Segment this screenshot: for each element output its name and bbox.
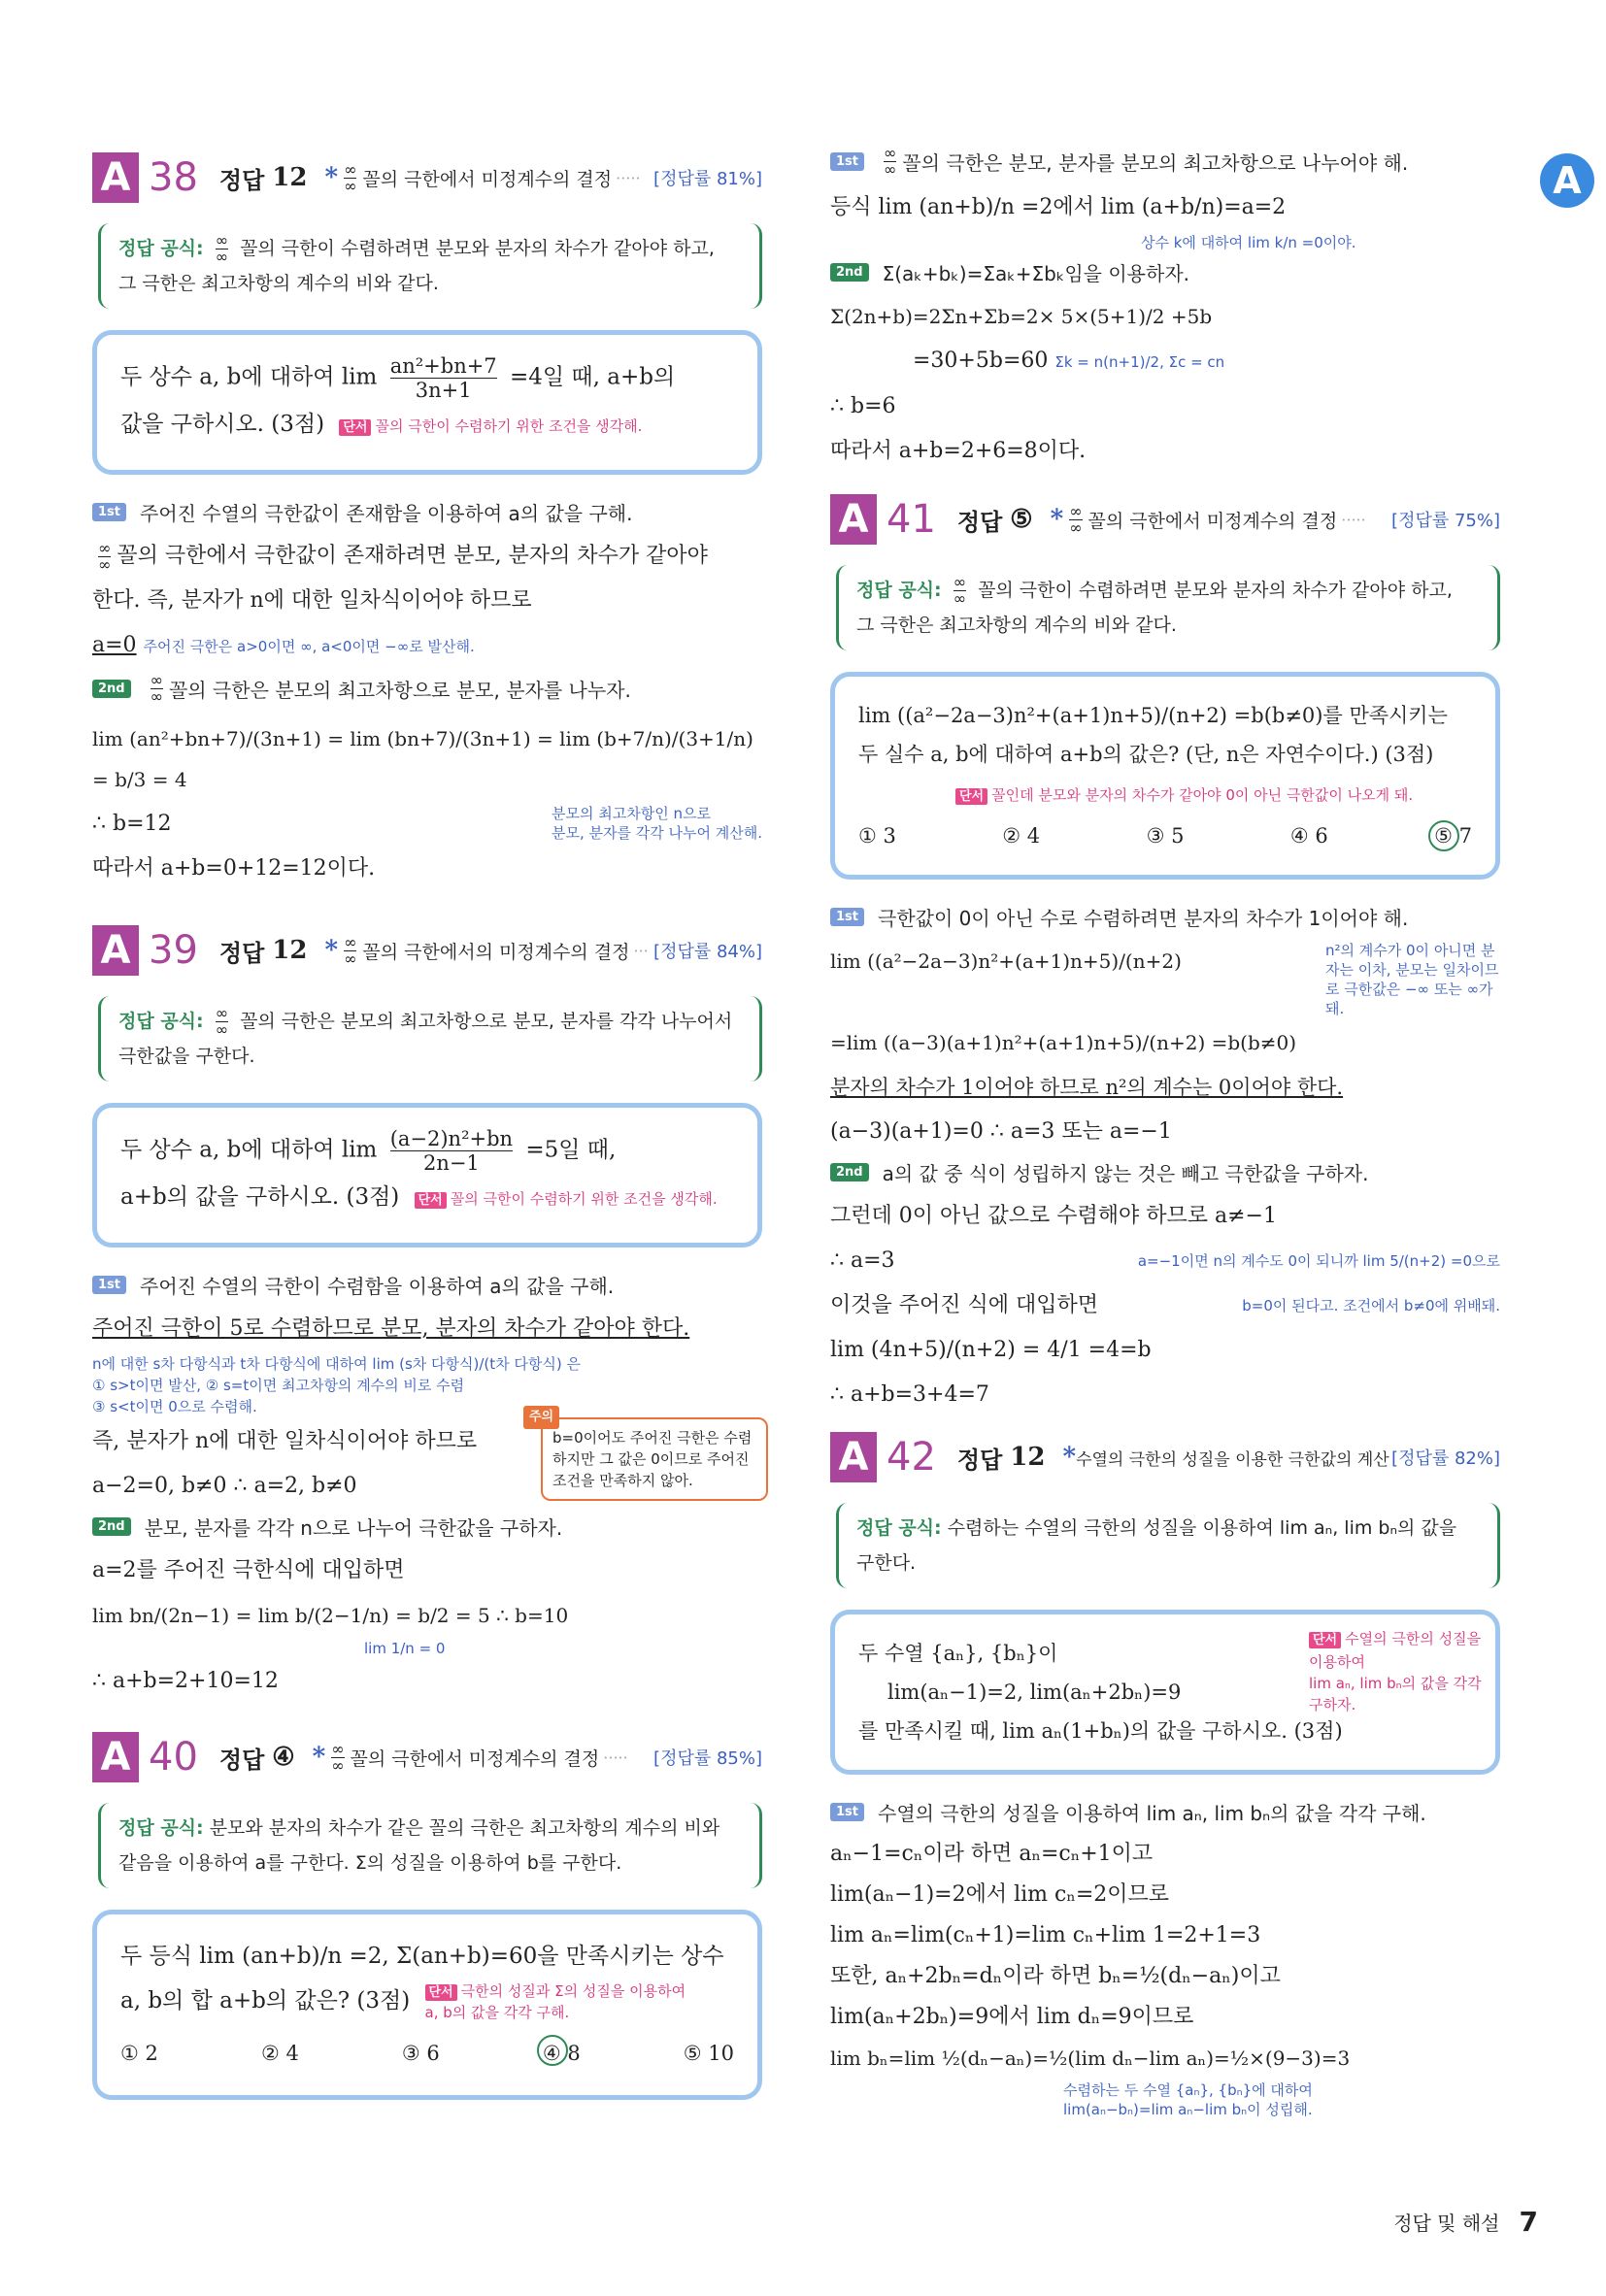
step-text: 극한값이 0이 아닌 수로 수렴하려면 분자의 차수가 1이어야 해. [878,907,1409,930]
step-tag: 2nd [92,680,131,698]
side-note: lim 1/n = 0 [364,1640,446,1657]
problem-41-header [830,487,1500,551]
choice-4[interactable]: ④ 6 [1289,824,1328,848]
leader-dots: ····· [603,1747,628,1767]
answer-value: 12 [272,936,308,965]
math: ∴ a=3 [830,1248,895,1273]
star-icon: * [324,163,339,192]
answer-value: 12 [1010,1443,1046,1472]
solution-line: ∴ b=6 [830,394,896,418]
hint: 단서 꼴의 극한이 수렴하기 위한 조건을 생각해. [415,1177,718,1223]
formula-box [836,565,1500,650]
correct-rate: [정답률 81%] [653,169,762,189]
hint-text: 구하자. [1309,1696,1356,1714]
problem-text: =5일 때, [525,1137,617,1163]
side-note: 주어진 극한은 a>0이면 ∞, a<0이면 −∞로 발산해. [143,638,475,655]
solution-line: $\frac{\infty}{\infty}$ 꼴의 극한에서 극한값이 존재하려면 분모, 분자의 차수가 같아야 [98,538,708,574]
topic: 꼴의 극한에서 미정계수의 결정 [362,168,613,190]
solution-line: 그런데 0이 아닌 값으로 수렴해야 하므로 a≠−1 [830,1204,1277,1228]
problem-number: 42 [887,1435,936,1480]
step-text: 꼴의 극한은 분모의 최고차항으로 분모, 분자를 나누자. [168,679,631,702]
level-badge: A [92,152,139,203]
step-text: 꼴의 극한은 분모, 분자를 분모의 최고차항으로 나누어야 해. [902,151,1409,175]
solution-line: aₙ−1=cₙ이라 하면 aₙ=cₙ+1이고 [830,1842,1154,1866]
side-note: 수렴하는 두 수열 {aₙ}, {bₙ}에 대하여 lim(aₙ−bₙ)=lim aₙ−lim bₙ이 성립해. [1063,2081,1313,2118]
step-2 [830,1158,1500,1186]
infinity-fraction-icon: $\frac{\infty}{\infty}$ [344,932,357,968]
answer-label: 정답 [218,939,265,967]
hint: 단서 꼴인데 분모와 분자의 차수가 같아야 0이 아닌 극한값이 나오게 돼. [955,776,1413,816]
star-icon: * [324,936,339,965]
answer-choices [858,816,1472,855]
formula-title: 정답 공식: [118,238,204,259]
leader-dots: ··· [633,941,649,960]
problem-fraction [390,1127,513,1175]
problem-number: 40 [149,1735,198,1780]
solution-line: ∴ a+b=2+10=12 [92,1669,279,1693]
formula-title: 정답 공식: [856,1517,942,1539]
problem-text: 두 실수 a, b에 대하여 a+b의 값은? (단, n은 자연수이다.) (3점) [858,743,1434,766]
solution-line: 한다. 즉, 분자가 n에 대한 일차식이어야 하므로 [92,588,532,613]
step-tag: 1st [92,503,126,521]
numerator: an²+bn+7 [389,354,497,378]
math: a=0 [92,633,137,657]
correct-rate: [정답률 82%] [1391,1448,1500,1469]
formula-box [98,996,762,1081]
infinity-fraction-icon: $\frac{\infty}{\infty}$ [884,144,897,179]
math: =30+5b=60 [913,349,1049,373]
level-badge: A [830,1432,877,1482]
step-text: 분모, 분자를 각각 n으로 나누어 극한값을 구하자. [144,1516,563,1540]
solution-line: lim (4n+5)/(n+2) = 4/1 =4=b [830,1338,1152,1362]
side-note: a=−1이면 n의 계수도 0이 되니까 lim 5/(n+2) =0으로 [1137,1252,1500,1270]
answer-value: ④ [272,1743,295,1772]
formula-box [98,1803,762,1888]
correct-rate: [정답률 84%] [653,942,762,962]
correct-rate: [정답률 85%] [653,1748,762,1769]
step-text: 수열의 극한의 성질을 이용하여 lim aₙ, lim bₙ의 값을 각각 구해. [878,1802,1426,1825]
choice-3[interactable]: ③ 5 [1146,824,1185,848]
solution-line [92,804,762,845]
star-icon: * [312,1743,326,1772]
solution-line: lim bₙ=lim ½(dₙ−aₙ)=½(lim dₙ−lim aₙ)=½×(9−3)=3 [830,2046,1351,2070]
step-tag: 1st [92,1276,126,1294]
answer-value: ⑤ [1010,505,1033,534]
side-note: 상수 k에 대하여 lim k/n =0이야. [1141,234,1356,251]
numerator: (a−2)n²+bn [389,1127,514,1150]
solution-line: 또한, aₙ+2bₙ=dₙ이라 하면 bₙ=½(dₙ−aₙ)이고 [830,1964,1281,1988]
warning-text: b=0이어도 주어진 극한은 수렴하지만 그 값은 0이므로 주어진 조건을 만족하지 않아. [552,1429,753,1489]
formula-text: 극한값을 구한다. [118,1046,255,1067]
problem-text: 두 수열 {aₙ}, {bₙ}이 [858,1642,1058,1665]
warning-area [92,1410,762,1507]
side-note: Σk = n(n+1)/2, Σc = cn [1054,353,1225,371]
infinity-fraction-icon: $\frac{\infty}{\infty}$ [215,1004,229,1039]
page-number: 7 [1519,2206,1538,2238]
solution-line: lim aₙ=lim(cₙ+1)=lim cₙ+lim 1=2+1=3 [830,1923,1261,1947]
answer-value: 12 [272,163,308,192]
choice-5[interactable]: ⑤ 10 [683,2042,734,2065]
formula-text: 수렴하는 수열의 극한의 성질을 이용하여 lim aₙ, lim bₙ의 값을 구한다. [856,1517,1457,1574]
denominator: 2n−1 [422,1151,480,1175]
solution-line: lim bn/(2n−1) = lim b/(2−1/n) = b/2 = 5 ∴ b=10 [92,1604,569,1627]
choice-4-correct[interactable]: ④ 8 [543,2031,581,2076]
step-tag: 1st [830,908,864,926]
answer-label: 정답 [956,1446,1003,1474]
problem-text: 두 상수 a, b에 대하여 [120,364,335,390]
step-text: 주어진 수열의 극한값이 존재함을 이용하여 a의 값을 구해. [140,502,633,525]
hint-text: 꼴인데 분모와 분자의 차수가 같아야 0이 아닌 극한값이 나오게 돼. [991,786,1414,804]
problem-number: 39 [149,928,198,973]
step-2 [92,1513,762,1541]
hint-text: 꼴의 극한이 수렴하기 위한 조건을 생각해. [375,417,643,435]
infinity-fraction-icon: $\frac{\infty}{\infty}$ [331,1739,345,1775]
solution-line: 따라서 a+b=0+12=12이다. [92,856,376,881]
leader-dots: ····· [616,168,641,187]
leader-dots: ····· [1341,510,1366,529]
warning-tag: 주의 [523,1406,559,1429]
infinity-fraction-icon: $\frac{\infty}{\infty}$ [150,671,163,706]
step-2 [92,673,762,705]
topic: 꼴의 극한에서의 미정계수의 결정 [362,941,630,963]
level-badge: A [92,1732,139,1782]
hint: 단서 꼴의 극한이 수렴하기 위한 조건을 생각해. [339,404,642,450]
choice-1[interactable]: ① 3 [858,824,896,848]
formula-box [98,223,762,309]
side-note: n에 대한 s차 다항식과 t차 다항식에 대하여 lim (s차 다항식)/(t차 다항식) 은 ① s>t이면 발산, ② s=t이면 최고차항의 계수의 비로 수렴 ③ s<t이면 0으로 수렴해. [92,1355,582,1415]
infinity-fraction-icon: $\frac{\infty}{\infty}$ [953,573,967,608]
step-tag: 1st [830,152,864,171]
solution-line: ∴ a+b=3+4=7 [830,1382,989,1407]
problem-text: 값을 구하시오. (3점) [120,412,325,437]
step-text: 주어진 수열의 극한이 수렴함을 이용하여 a의 값을 구해. [140,1275,615,1298]
answer-label: 정답 [218,1746,265,1774]
step-text: a의 값 중 식이 성립하지 않는 것은 빼고 극한값을 구하자. [882,1162,1369,1185]
formula-text: 그 극한은 최고차항의 계수의 비와 같다. [856,615,1177,636]
problem-40-header [92,1725,762,1789]
step-tag: 1st [830,1803,864,1821]
math: lim ((a²−2a−3)n²+(a+1)n+5)/(n+2) [830,949,1182,973]
formula-title: 정답 공식: [856,580,942,601]
formula-text: 그 극한은 최고차항의 계수의 비와 같다. [118,273,439,294]
solution-line [830,941,1500,1018]
solution-line [92,625,762,667]
formula-title: 정답 공식: [118,1011,204,1032]
infinity-fraction-icon: $\frac{\infty}{\infty}$ [344,159,357,195]
solution-line [830,1241,1500,1281]
star-icon: * [1050,505,1064,534]
step-2 [830,258,1500,286]
step-1 [830,146,1500,178]
solution-line: 즉, 분자가 n에 대한 일차식이어야 하므로 [92,1429,478,1453]
solution-line: lim (an²+bn+7)/(3n+1) = lim (bn+7)/(3n+1) = lim (b+7/n)/(3+1/n) = b/3 = 4 [92,727,753,791]
hint-text: lim aₙ, lim bₙ의 값을 각각 [1309,1675,1482,1692]
problem-text: lim ((a²−2a−3)n²+(a+1)n+5)/(n+2) =b(b≠0)를 만족시키는 [858,704,1448,727]
topic: 꼴의 극한에서 미정계수의 결정 [350,1747,600,1770]
solution-line: 따라서 a+b=2+6=8이다. [830,439,1087,463]
problem-text: 두 등식 lim (an+b)/n =2, Σ(an+b)=60을 만족시키는 상수 [120,1944,724,1969]
hint: 단서 극한의 성질과 Σ의 성질을 이용하여 a, b의 값을 각각 구해. [424,1982,686,2021]
step-text: Σ(aₖ+bₖ)=Σaₖ+Σbₖ임을 이용하자. [882,262,1189,285]
solution-line [913,341,1500,383]
hint-text: 수열의 극한의 성질을 이용하여 [1309,1630,1482,1671]
side-note: n²의 계수가 0이 아니면 분자는 이차, 분모는 일차이므로 극한값은 −∞ 또는 ∞가 돼. [1325,942,1499,1017]
hint-text: 극한의 성질과 Σ의 성질을 이용하여 [460,1982,686,2000]
solution-line: a−2=0, b≠0 ∴ a=2, b≠0 [92,1474,357,1498]
warning-note [529,1410,768,1501]
problem-box: 두 상수 a, b에 대하여 lim $\frac{\text{(a−2)n²+bn}}{2n-1}$ =5일 때, a+b의 값을 구하시오. (3점) 단서 꼴의 극한이 수렴하기 위한 조건을 생각해. [92,1103,762,1248]
problem-fraction [390,354,497,402]
problem-box [92,1910,762,2100]
solution-line [830,1285,1500,1326]
math: ∴ b=12 [92,812,172,836]
solution-line: lim(aₙ+2bₙ)=9에서 lim dₙ=9이므로 [830,2005,1194,2029]
step-1 [92,1271,762,1299]
formula-title: 정답 공식: [118,1817,204,1839]
answer-choices [120,2031,734,2076]
solution-line: =lim ((a−3)(a+1)n²+(a+1)n+5)/(n+2) =b(b≠0) [830,1031,1297,1054]
level-badge: A [92,925,139,976]
step-1 [830,903,1500,931]
topic: 수열의 극한의 성질을 이용한 극한값의 계산 [1076,1449,1389,1470]
step-tag: 2nd [830,1163,869,1181]
topic: 꼴의 극한에서 미정계수의 결정 [1087,510,1338,532]
problem-text: a+b의 값을 구하시오. (3점) [120,1184,400,1210]
infinity-fraction-icon: $\frac{\infty}{\infty}$ [1069,501,1083,537]
hint-text: a, b의 값을 각각 구해. [424,2004,570,2021]
formula-box [836,1503,1500,1588]
formula-text: 같음을 이용하여 a를 구한다. Σ의 성질을 이용하여 b를 구한다. [118,1852,622,1874]
formula-text: 꼴의 극한은 분모의 최고차항으로 분모, 분자를 각각 나누어서 [240,1011,733,1032]
side-note: b=0이 된다고. 조건에서 b≠0에 위배돼. [1242,1297,1500,1314]
step-1 [92,498,762,526]
problem-box: 두 상수 a, b에 대하여 lim $\frac{\text{an²+bn+7}}{3n+1}$ =4일 때, a+b의 값을 구하시오. (3점) 단서 꼴의 극한이 수렴하기 위한 조건을 생각해. [92,330,762,475]
formula-text: 꼴의 극한이 수렴하려면 분모와 분자의 차수가 같아야 하고, [978,580,1453,601]
side-note: 분모의 최고차항인 n으로 분모, 분자를 각각 나누어 계산해. [552,805,762,842]
answer-label: 정답 [218,166,265,194]
problem-number: 38 [149,155,198,200]
right-column [830,146,1500,2119]
page-footer [1393,2206,1538,2238]
formula-text: 분모와 분자의 차수가 같은 꼴의 극한은 최고차항의 계수의 비와 [209,1817,720,1839]
choice-2[interactable]: ② 4 [260,2042,299,2065]
problem-text: 를 만족시킬 때, lim aₙ(1+bₙ)의 값을 구하시오. (3점) [858,1719,1343,1743]
problem-text: 두 상수 a, b에 대하여 [120,1137,335,1163]
problem-number: 41 [887,497,936,542]
solution-line: Σ(2n+b)=2Σn+Σb=2× 5×(5+1)/2 +5b [830,305,1213,328]
step-tag: 2nd [830,263,869,282]
step-1 [830,1798,1500,1826]
answer-label: 정답 [956,508,1003,536]
choice-2[interactable]: ② 4 [1002,824,1041,848]
solution-line: 분자의 차수가 1이어야 하므로 n²의 계수는 0이어야 한다. [830,1076,1344,1099]
solution-line: 주어진 극한이 5로 수렴하므로 분모, 분자의 차수가 같아야 한다. [92,1316,690,1341]
infinity-fraction-icon: $\frac{\infty}{\infty}$ [98,538,112,574]
level-badge: A [830,494,877,545]
solution-line: (a−3)(a+1)=0 ∴ a=3 또는 a=−1 [830,1119,1172,1144]
choice-1[interactable]: ① 2 [120,2042,158,2065]
formula-text: 꼴의 극한이 수렴하려면 분모와 분자의 차수가 같아야 하고, [240,238,715,259]
problem-box [830,672,1500,880]
choice-5-correct[interactable]: ⑤ 7 [1434,816,1472,855]
problem-box [830,1610,1500,1775]
infinity-fraction-icon: $\frac{\infty}{\infty}$ [215,231,229,266]
solution-line: a=2를 주어진 극한식에 대입하면 [92,1558,405,1582]
section-a-badge: A [1540,153,1594,208]
correct-rate: [정답률 75%] [1391,511,1500,531]
problem-38-header [92,146,762,210]
solution-line: lim(aₙ−1)=2에서 lim cₙ=2이므로 [830,1882,1170,1907]
problem-text: a, b의 합 a+b의 값은? (3점) [120,1988,411,2013]
step-tag: 2nd [92,1517,131,1536]
star-icon: * [1062,1443,1077,1472]
math: 이것을 주어진 식에 대입하면 [830,1293,1099,1317]
hint: 단서 수열의 극한의 성질을 이용하여 lim aₙ, lim bₙ의 값을 각각 구하자. [1309,1630,1482,1714]
denominator: 3n+1 [415,379,472,402]
problem-text: lim(aₙ−1)=2, lim(aₙ+2bₙ)=9 [887,1680,1182,1704]
problem-42-header [830,1425,1500,1489]
hint-text: 꼴의 극한이 수렴하기 위한 조건을 생각해. [450,1190,718,1208]
problem-text: =4일 때, a+b의 [509,364,676,390]
problem-39-header [92,918,762,982]
solution-line: 등식 lim (an+b)/n =2에서 lim (a+b/n)=a=2 [830,195,1287,219]
left-column [92,146,762,2123]
choice-3[interactable]: ③ 6 [401,2042,440,2065]
footer-label: 정답 및 해설 [1393,2212,1500,2235]
